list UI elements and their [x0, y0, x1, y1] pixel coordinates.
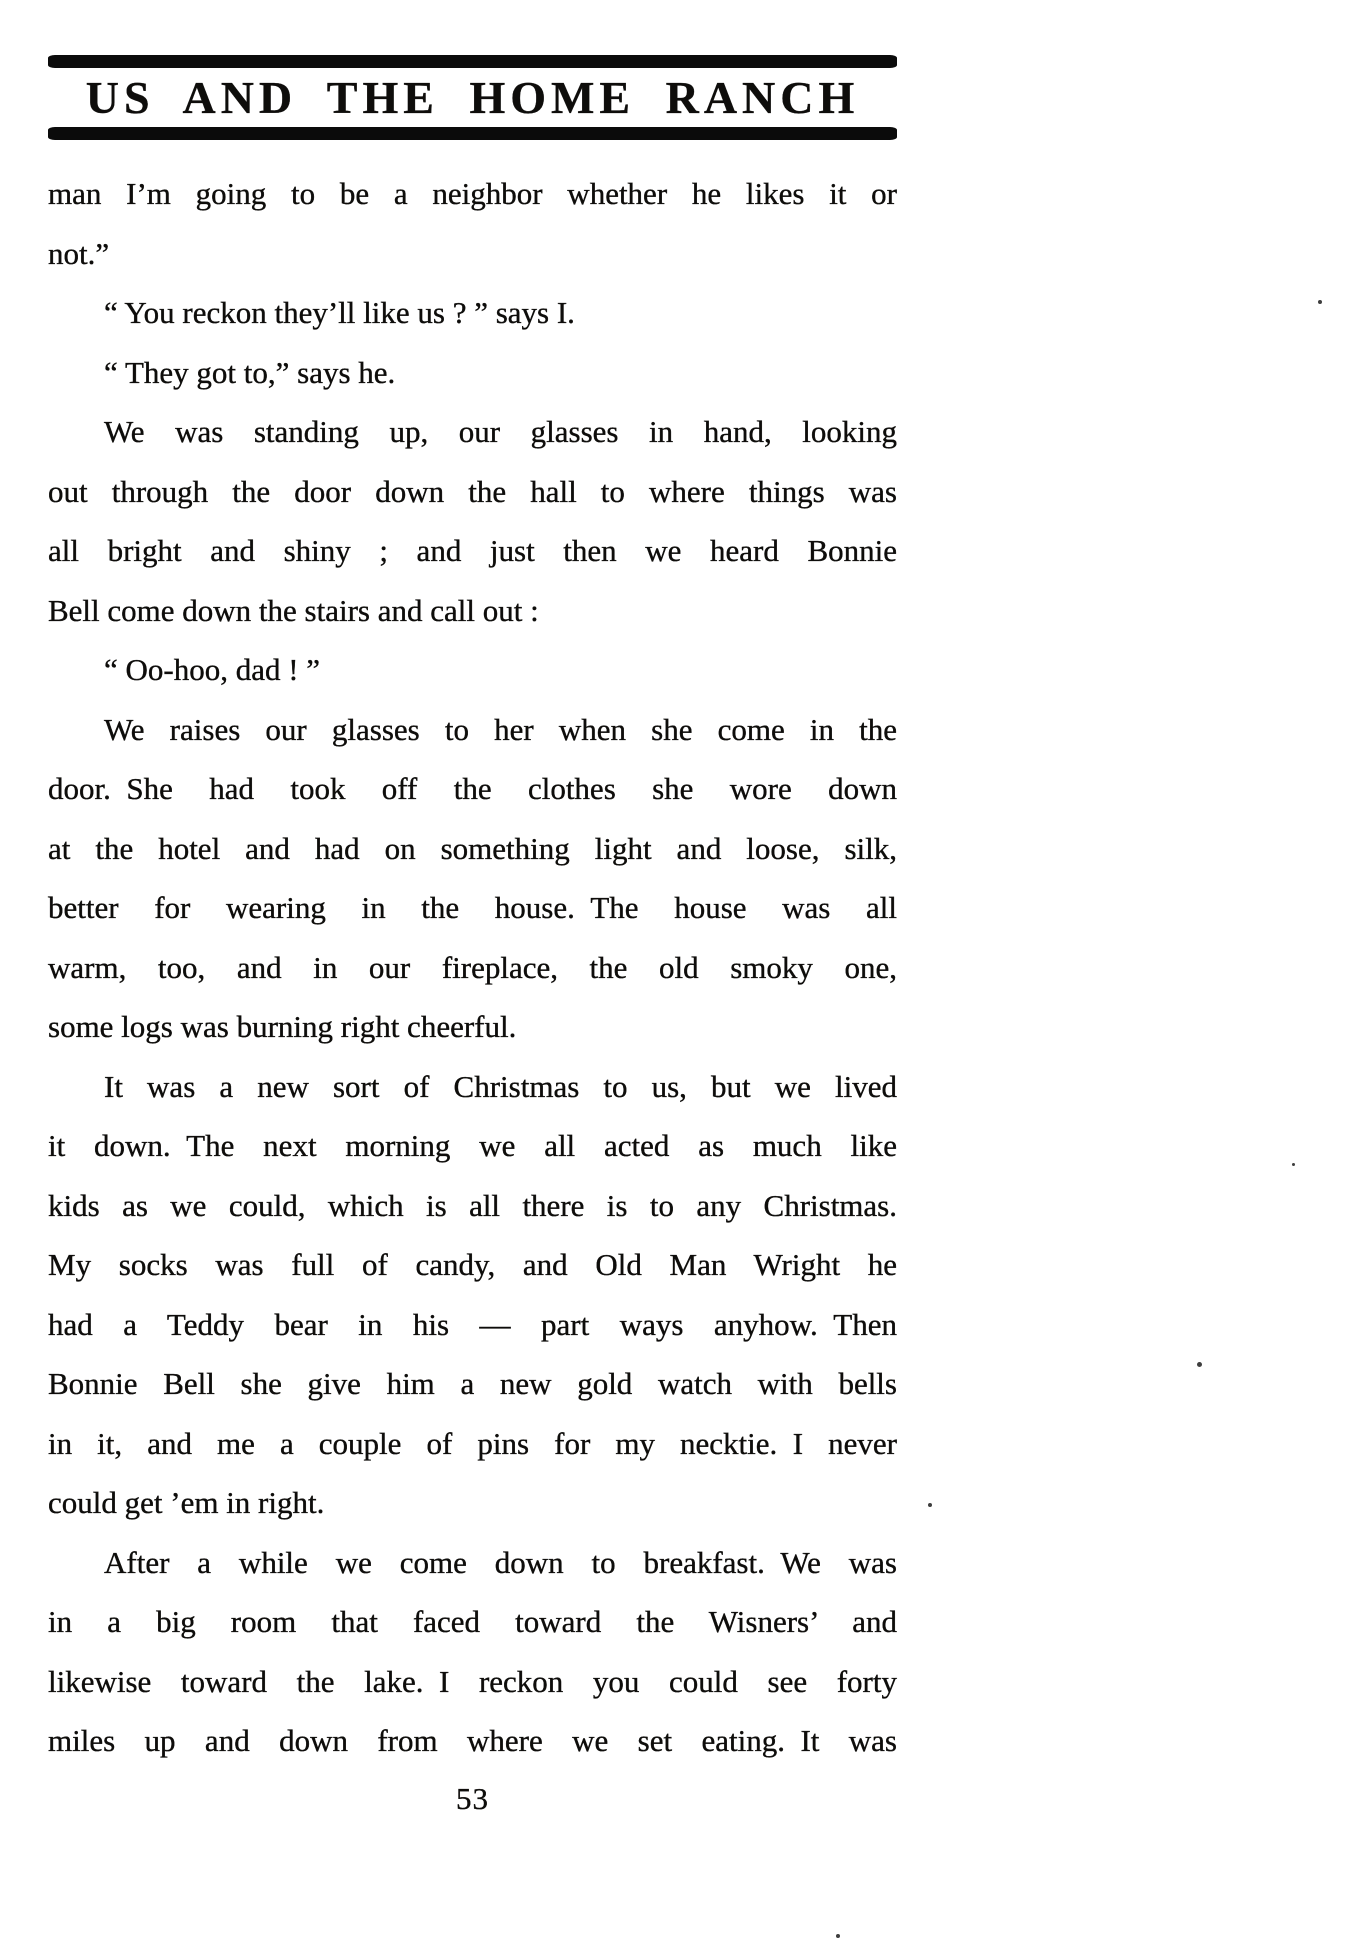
text-line: some logs was burning right cheerful.: [48, 1009, 517, 1044]
text-line: miles up and down from where we set eating. It was: [48, 1723, 897, 1758]
text-line: After a while we come down to breakfast. We was: [104, 1544, 897, 1580]
text-line: warm, too, and in our fireplace, the old smoky one,: [48, 949, 897, 985]
text-line: My socks was full of candy, and Old Man Wright he: [48, 1247, 897, 1282]
text-line: out through the door down the hall to where things was: [48, 473, 897, 509]
paragraph: [48, 343, 897, 403]
text-line: at the hotel and had on something light and loose, silk,: [48, 830, 897, 866]
text-line: could get ’em in right.: [48, 1485, 325, 1520]
scan-speck: [928, 1503, 932, 1507]
text-line: had a Teddy bear in his — part ways anyhow. Then: [48, 1306, 897, 1342]
text-line: It was a new sort of Christmas to us, but we lived: [104, 1068, 897, 1104]
paragraph: [48, 402, 897, 640]
text-line: kids as we could, which is all there is to any Christmas.: [48, 1187, 897, 1223]
paragraph: [48, 640, 897, 700]
paragraph: [48, 1533, 897, 1771]
page-number: 53: [456, 1780, 489, 1816]
text-line: likewise toward the lake. I reckon you could see forty: [48, 1663, 897, 1699]
scan-speck: [1292, 1163, 1295, 1166]
page-body: [48, 164, 897, 1771]
paragraph: [48, 1057, 897, 1533]
text-line: man I’m going to be a neighbor whether he likes it or: [48, 176, 897, 211]
text-line: it down. The next morning we all acted as much like: [48, 1128, 897, 1163]
page-heading: US AND THE HOME RANCH: [85, 72, 860, 123]
book-page: [48, 0, 897, 1817]
header-rule-top: [48, 55, 897, 68]
text-line: better for wearing in the house. The house was all: [48, 890, 897, 925]
text-line: all bright and shiny ; and just then we heard Bonnie: [48, 533, 897, 568]
text-line: “ You reckon they’ll like us ? ” says I.: [104, 295, 575, 330]
text-line: “ Oo-hoo, dad ! ”: [104, 652, 321, 687]
paragraph: [48, 283, 897, 343]
text-line: We raises our glasses to her when she come in the: [104, 711, 897, 747]
text-line: in a big room that faced toward the Wisners’ and: [48, 1604, 897, 1639]
text-line: not.”: [48, 235, 110, 271]
scan-speck: [836, 1934, 840, 1938]
text-line: “ They got to,” says he.: [104, 354, 396, 390]
text-line: Bell come down the stairs and call out :: [48, 592, 539, 628]
scan-speck: [1197, 1362, 1202, 1367]
text-line: We was standing up, our glasses in hand, looking: [104, 414, 897, 449]
paragraph: [48, 164, 897, 283]
text-line: Bonnie Bell she give him a new gold watch with bells: [48, 1366, 897, 1401]
text-line: in it, and me a couple of pins for my necktie. I never: [48, 1425, 897, 1461]
text-line: door. She had took off the clothes she wore down: [48, 771, 897, 806]
paragraph: [48, 700, 897, 1057]
header-rule-bottom: [48, 127, 897, 140]
scan-speck: [1318, 300, 1322, 304]
